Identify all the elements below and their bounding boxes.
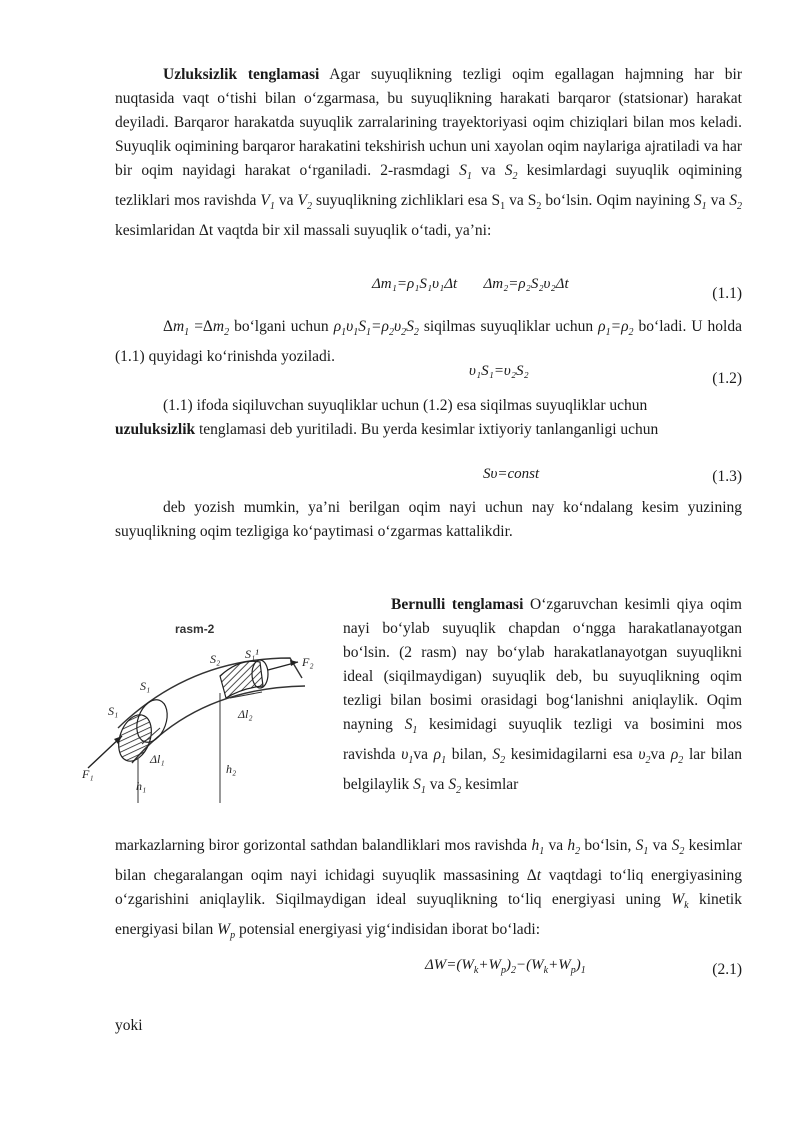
label-s1: S₁ [108,704,119,718]
continuity-heading: Uzluksizlik tenglamasi [163,66,320,83]
bernoulli-heading: Bernulli tenglamasi [391,596,524,613]
section-s2-hatched [220,661,263,698]
figure-caption: rasm-2 [175,622,215,636]
equation-number-1-3: (1.3) [712,468,742,485]
continuity-intro: Agar suyuqlikning tezligi oqim egallagan hajmning har bir nuqtasida vaqt o‘tishi bilan o‘zgarmasa, bu suyuqlikning harakati barqaror (statsionar) harakat deyiladi. Barqaror harakatda suyuqlik zarralarining trayektoriyasi oqim chiziqlari bilan mos keladi. Suyuqlik oqimining barqaror harakatini tekshirish uchun uni xayolan oqim naylariga ajratiladi va har bir oqim nayidagi harakat o‘rganiladi. 2-rasmdagi [115,66,742,179]
equality-paragraph: $\Delta m_1 =\Delta m_2$ bo‘lgani uchun $\rho_1\upsilon_1S_1=\rho_2\upsilon_2S_2$ siqilmas suyuqliklar uchun $\rho_1=\rho_2$ bo‘ladi. U holda (1.1) quyidagi ko‘rinishda yoziladi. [115,318,742,366]
flow-tube-figure [80,618,330,818]
compressible-paragraph [115,394,675,442]
flow-tube-diagram [80,618,330,818]
equation-1-1b: Δm₂=ρ₂S₂υ₂Δt [483,276,569,292]
equation-number-1-1: (1.1) [712,285,742,302]
bernoulli-paragraph-top: Bernulli tenglamasi O‘zgaruvchan kesimli qiya oqim nayi bo‘ylab suyuqlik chapdan o‘ngga harakatlanayotgan bo‘lsin. (2 rasm) nay bo‘ylab harakatlanayotgan suyuqlikni ideal (siqilmaydigan) suyuqlik deb, bu suyuqlikning oqim tezligi bilan bosimi orasidagi bog‘lanishni aniqlaylik. Oqim nayning $S_1$ kesimidagi suyuqlik tezligi va bosimini mos ravishda $\upsilon_1va$ $\rho_1$ bilan, $S_2$ kesimidagilarni esa $\upsilon_2va$ $\rho_2$ lar bilan belgilaylik $S_1$ va $S_2$ kesimlar [343,596,743,797]
equation-1-1a: Δm₁=ρ₁S₁υ₁Δt [372,276,458,292]
equation-1-2: υ₁S₁=υ₂S₂ [469,363,529,379]
label-delta-l2: Δl₂ [238,707,253,721]
label-s2: S₂ [210,652,221,666]
bernoulli-paragraph-bottom: markazlarning biror gorizontal sathdan balandliklari mos ravishda $h_1$ va $h_2$ bo‘lsin, $S_1$ va $S_2$ kesimlar bilan chegaralangan oqim nayi ichidagi suyuqlik massasining Δt vaqtdagi to‘liq energiyasining o‘zgarishini aniqlaylik. Siqilmaydigan ideal suyuqlikning to‘liq energiyasi uning $W_k$ kinetik energiyasi bilan $W_p$ potensial energiyasi yig‘indisidan iborat bo‘ladi: [115,837,742,942]
compressible-text: (1.1) ifoda siqiluvchan suyuqliklar uchun (1.2) esa siqilmas suyuqliklar uchun [163,397,648,414]
label-f1: F₁ [82,767,94,781]
compressible-text-b: tenglamasi deb yuritiladi. Bu yerda kesimlar ixtiyoriy tanlanganligi uchun [199,421,659,438]
label-s1-prime: S₁ [140,679,151,693]
label-f2: F₂ [302,655,314,669]
equation-number-1-2: (1.2) [712,370,742,387]
equation-1-3: Sυ=const [483,466,540,482]
yoki-text: yoki [115,1017,143,1034]
label-delta-l1: Δl₁ [150,752,165,766]
equation-2-1: $\Delta W=(W_k+W_p)_2-(W_k+W_p)_1$ [425,957,586,976]
label-h2: h₂ [226,762,237,776]
conclusion-paragraph: deb yozish mumkin, ya’ni berilgan oqim nayi uchun nay ko‘ndalang kesim yuzining suyuqlikning oqim tezligiga ko‘paytimasi o‘zgarmas kattalikdir. [115,499,742,540]
equation-number-2-1: (2.1) [712,961,742,978]
label-s1-double: S₁¹ [245,647,259,661]
continuity-paragraph: Uzluksizlik tenglamasi Agar suyuqlikning tezligi oqim egallagan hajmning har bir nuqtasida vaqt o‘tishi bilan o‘zgarmasa, bu suyuqlikning harakati barqaror (statsionar) harakat deyiladi. Barqaror harakatda suyuqlik zarralarining trayektoriyasi oqim chiziqlari bilan mos keladi. Suyuqlik oqimining barqaror harakatini tekshirish uchun uni xayolan oqim naylariga ajratiladi va har bir oqim nayidagi harakat o‘rganiladi. 2-rasmdagi $S_1$ va $S_2$ kesimlardagi suyuqlik oqimining tezliklari mos ravishda $V_1$ va $V_2$ suyuqlikning zichliklari esa $S_1$ va $S_2$ bo‘lsin. Oqim nayining $S_1$ va $S_2$ kesimlaridan Δt vaqtda bir xil massali suyuqlik o‘tadi, ya’ni: [115,66,743,240]
continuity-keyword: uzuluksizlik [115,421,196,438]
label-h1: h₁ [136,779,147,793]
equation-1-1 [372,276,569,293]
